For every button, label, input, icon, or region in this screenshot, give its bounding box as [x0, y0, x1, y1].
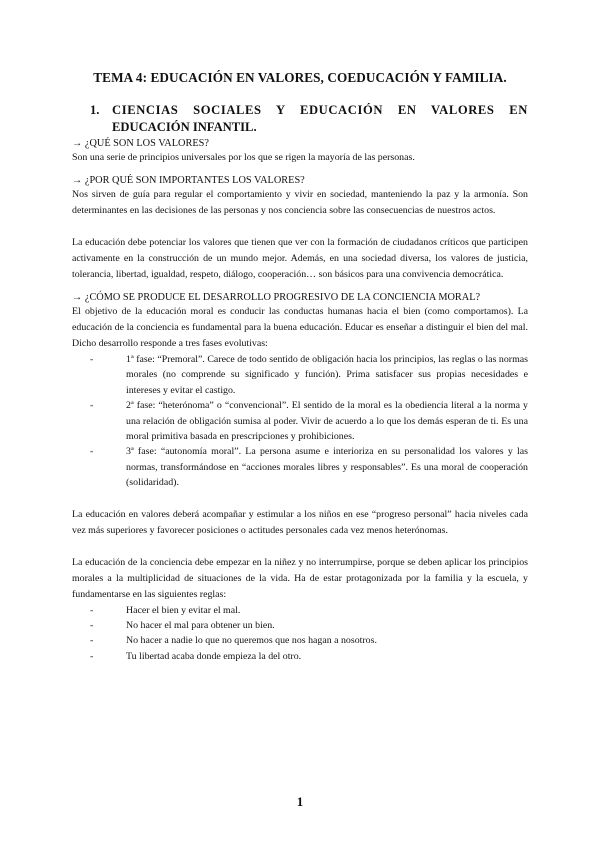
list-item: - 3ª fase: “autonomía moral”. La persona asume e interioriza en su personalidad los valores y las normas, transformándose en “acciones morales libres y responsables”. Es una moral de cooperación (solidaridad).: [90, 446, 528, 489]
document-page: [72, 70, 528, 664]
paragraph: La educación debe potenciar los valores que tienen que ver con la formación de ciudadanos críticos que participen activamente en la construcción de un mundo mejor. Además, en una sociedad diversa, los valores de justicia, tolerancia, libertad, igualdad, respeto, diálogo, cooperación… son básicos para una convivencia democrática.: [72, 237, 528, 280]
list-item: - Hacer el bien y evitar el mal.: [90, 604, 241, 616]
phases-list: [72, 352, 528, 491]
paragraph: Son una serie de principios universales por los que se rigen la mayoría de las personas.: [72, 152, 415, 163]
section-title-line2: EDUCACIÓN INFANTIL.: [112, 120, 257, 134]
question-heading: → ¿CÓMO SE PRODUCE EL DESARROLLO PROGRESIVO DE LA CONCIENCIA MORAL?: [72, 292, 481, 303]
paragraph: La educación de la conciencia debe empezar en la niñez y no interrumpirse, porque se deben aplicar los principios morales a la multiplicidad de situaciones de la vida. Ha de estar protagonizada por la familia y la escuela, y fundamentarse en las siguientes reglas:: [72, 556, 528, 600]
section-number: 1.: [90, 103, 100, 117]
document-title: TEMA 4: EDUCACIÓN EN VALORES, COEDUCACIÓN Y FAMILIA.: [93, 70, 507, 85]
list-item: - 1ª fase: “Premoral”. Carece de todo sentido de obligación hacia los principios, las reglas o las normas morales (no comprende su significado y función). Prima satisfacer sus propias necesidades e intereses y evitar el castigo.: [90, 354, 528, 396]
list-item: - 2ª fase: “heterónoma” o “convencional”. El sentido de la moral es la obediencia literal a la norma y una relación de obligación sumisa al poder. Vivir de acuerdo a lo que los demás esperan de ti. Es una moral primitiva basada en prescripciones y prohibiciones.: [90, 400, 528, 443]
section-title-line1: CIENCIAS SOCIALES Y EDUCACIÓN EN VALORES EN: [112, 103, 528, 117]
paragraph: Nos sirven de guía para regular el comportamiento y vivir en sociedad, manteniendo la paz y la armonía. Son determinantes en las decisiones de las personas y nos conciencia sobre las consecuencias de nuestros actos.: [72, 189, 528, 216]
paragraph: El objetivo de la educación moral es conducir las conductas humanas hacia el bien (como comportamos). La educación de la conciencia es fundamental para la buena educación. Educar es enseñar a distinguir el bien del mal. Dicho desarrollo responde a tres fases evolutivas:: [72, 306, 528, 349]
list-item: - Tu libertad acaba donde empieza la del otro.: [90, 650, 302, 662]
paragraph: La educación en valores deberá acompañar y estimular a los niños en ese “progreso personal” hacia niveles cada vez más superiores y favorecer posiciones o actitudes personales cada vez menos heterónomas.: [72, 508, 528, 536]
list-item: - No hacer a nadie lo que no queremos que nos hagan a nosotros.: [90, 635, 377, 647]
list-item: - No hacer el mal para obtener un bien.: [90, 620, 275, 632]
page-number: 1: [296, 794, 304, 809]
rules-list: [72, 603, 528, 665]
question-heading: → ¿POR QUÉ SON IMPORTANTES LOS VALORES?: [72, 175, 305, 186]
question-heading: → ¿QUÉ SON LOS VALORES?: [72, 138, 209, 149]
section-heading: [72, 102, 528, 136]
